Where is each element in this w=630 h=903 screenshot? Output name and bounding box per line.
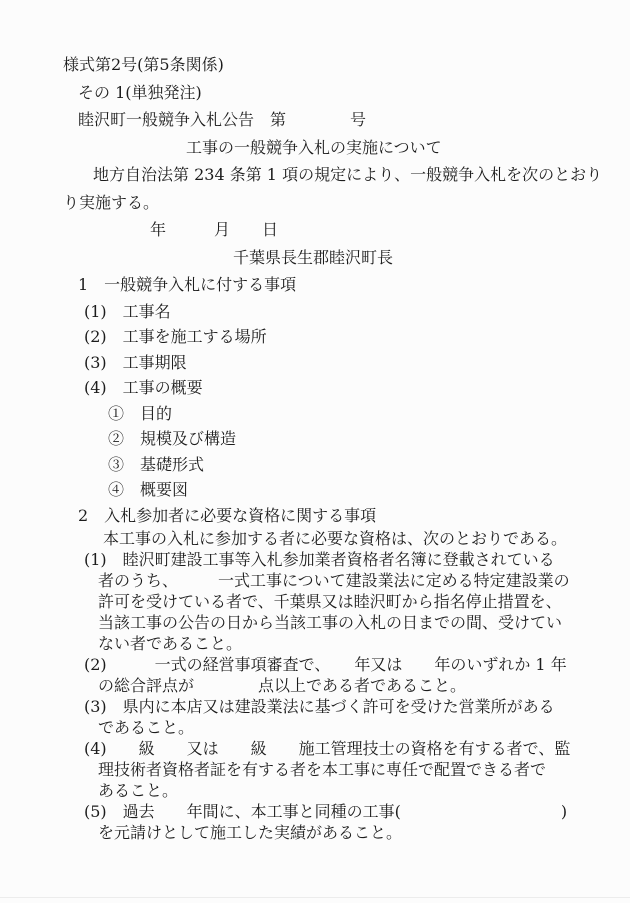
item-2-5-line-2: を元請けとして施工した実績があること。 — [98, 823, 403, 842]
subitem-1-4-1: ① 目的 — [108, 403, 173, 423]
section-1-heading: 1 一般競争入札に付する事項 — [78, 275, 297, 294]
item-2-2-line-2: の総合評点が 点以上である者であること。 — [98, 676, 467, 695]
item-2-1-line-4: 当該工事の公告の日から当該工事の入札の日までの間、受けてい — [98, 613, 563, 632]
item-1-3: (3) 工事期限 — [84, 352, 187, 372]
subitem-1-4-2: ② 規模及び構造 — [108, 429, 237, 448]
form-number: 様式第2号(第5条関係) — [63, 55, 224, 74]
section-2-heading: 2 入札参加者に必要な資格に関する事項 — [78, 505, 377, 525]
form-subtype: その 1(単独発注) — [78, 82, 202, 102]
item-2-1-line-2: 者のうち、 一式工事について建設業法に定める特定建設業の — [98, 571, 570, 590]
page-bottom-edge — [0, 897, 630, 898]
item-2-5-line-1: (5) 過去 年間に、本工事と同種の工事( ) — [84, 802, 568, 821]
date-placeholder-line: 年 月 日 — [150, 220, 279, 239]
issuer-line: 千葉県長生郡睦沢町長 — [233, 247, 394, 267]
intro-paragraph-line-1: 地方自治法第 234 条第 1 項の規定により、一般競争入札を次のとおり — [93, 165, 603, 184]
item-1-2: (2) 工事を施工する場所 — [84, 327, 267, 346]
item-2-3-line-1: (3) 県内に本店又は建設業法に基づく許可を受けた営業所がある — [84, 697, 555, 716]
section-2-intro: 本工事の入札に参加する者に必要な資格は、次のとおりである。 — [103, 529, 568, 548]
document-title: 工事の一般競争入札の実施について — [186, 137, 442, 157]
subitem-1-4-4: ④ 概要図 — [108, 480, 189, 499]
item-1-1: (1) 工事名 — [84, 301, 171, 321]
item-2-3-line-2: であること。 — [98, 718, 195, 737]
item-2-1-line-1: (1) 睦沢町建設工事等入札参加業者資格者名簿に登載されている — [84, 550, 555, 569]
item-2-4-line-2: 理技術者資格者証を有する者を本工事に専任で配置できる者で — [98, 760, 547, 779]
item-2-1-line-3: 許可を受けている者で、千葉県又は睦沢町から指名停止措置を、 — [98, 592, 562, 611]
item-2-4-line-3: あること。 — [98, 781, 179, 800]
intro-paragraph-line-2: り実施する。 — [63, 192, 160, 212]
notice-title-number: 睦沢町一般競争入札公告 第 号 — [78, 110, 367, 129]
item-2-2-line-1: (2) 一式の経営事項審査で、 年又は 年のいずれか 1 年 — [84, 655, 567, 674]
subitem-1-4-3: ③ 基礎形式 — [108, 454, 205, 474]
item-2-1-line-5: ない者であること。 — [98, 634, 243, 653]
item-1-4: (4) 工事の概要 — [84, 378, 203, 397]
item-2-4-line-1: (4) 級 又は 級 施工管理技士の資格を有する者で、監 — [84, 739, 571, 758]
